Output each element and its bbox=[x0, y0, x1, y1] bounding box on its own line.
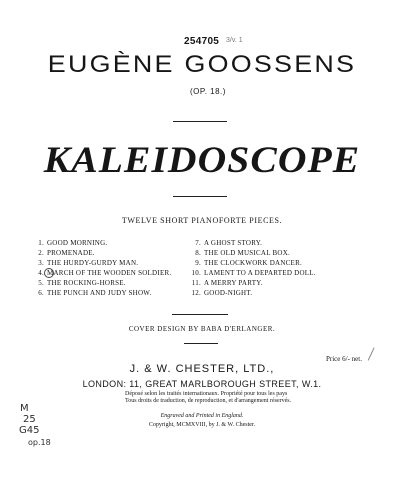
list-item: 5. THE ROCKING-HORSE. bbox=[38, 279, 126, 287]
list-item: 6. THE PUNCH AND JUDY SHOW. bbox=[38, 289, 152, 297]
list-item: 11. A MERRY PARTY. bbox=[191, 279, 263, 287]
list-item: 9. THE CLOCKWORK DANCER. bbox=[195, 259, 302, 267]
handwritten-shelfmark: op.18 bbox=[28, 438, 51, 447]
divider-rule bbox=[184, 343, 218, 344]
engraved-note: Engraved and Printed in England. bbox=[160, 413, 244, 419]
price-label: Price 6/- net. bbox=[326, 355, 362, 363]
list-item: 1. GOOD MORNING. bbox=[38, 239, 108, 247]
list-item: 12. GOOD-NIGHT. bbox=[191, 289, 253, 297]
pencil-circle-mark bbox=[44, 268, 54, 278]
rights-notice: Déposé selon les traités internationaux. Propriété pour tous les pays bbox=[125, 391, 288, 397]
catalog-number: 254705 bbox=[184, 36, 220, 47]
handwritten-shelfmark: M bbox=[20, 403, 29, 414]
page-title: KALEIDOSCOPE bbox=[43, 140, 361, 181]
divider-rule bbox=[173, 121, 227, 122]
rights-notice: Tous droits de traduction, de reproduction, et d'arrangement réservés. bbox=[125, 398, 292, 404]
handwritten-shelfmark: 25 bbox=[23, 414, 36, 425]
list-item: 8. THE OLD MUSICAL BOX. bbox=[195, 249, 291, 257]
list-item: 3. THE HURDY-GURDY MAN. bbox=[38, 259, 139, 267]
list-item: 4. MARCH OF THE WOODEN SOLDIER. bbox=[38, 269, 172, 277]
publisher-address: LONDON: 11, GREAT MARLBOROUGH STREET, W.1. bbox=[82, 379, 322, 389]
cover-credit: COVER DESIGN BY BABA D'ERLANGER. bbox=[128, 325, 276, 333]
divider-rule bbox=[172, 314, 228, 315]
list-item: 7. A GHOST STORY. bbox=[195, 239, 263, 247]
handwritten-shelfmark: G45 bbox=[19, 425, 40, 436]
divider-rule bbox=[173, 196, 227, 197]
subtitle: TWELVE SHORT PIANOFORTE PIECES. bbox=[121, 216, 283, 225]
publisher-name: J. & W. CHESTER, LTD., bbox=[129, 363, 275, 375]
copyright-line: Copyright, MCMXVIII, by J. & W. Chester. bbox=[148, 422, 256, 428]
list-item: 10. LAMENT TO A DEPARTED DOLL. bbox=[191, 269, 316, 277]
list-item: 2. PROMENADE. bbox=[38, 249, 95, 257]
composer-name: EUGÈNE GOOSSENS bbox=[47, 51, 357, 78]
opus-number: (OP. 18.) bbox=[190, 87, 226, 96]
catalog-mark: 3/v. 1 bbox=[226, 37, 243, 44]
